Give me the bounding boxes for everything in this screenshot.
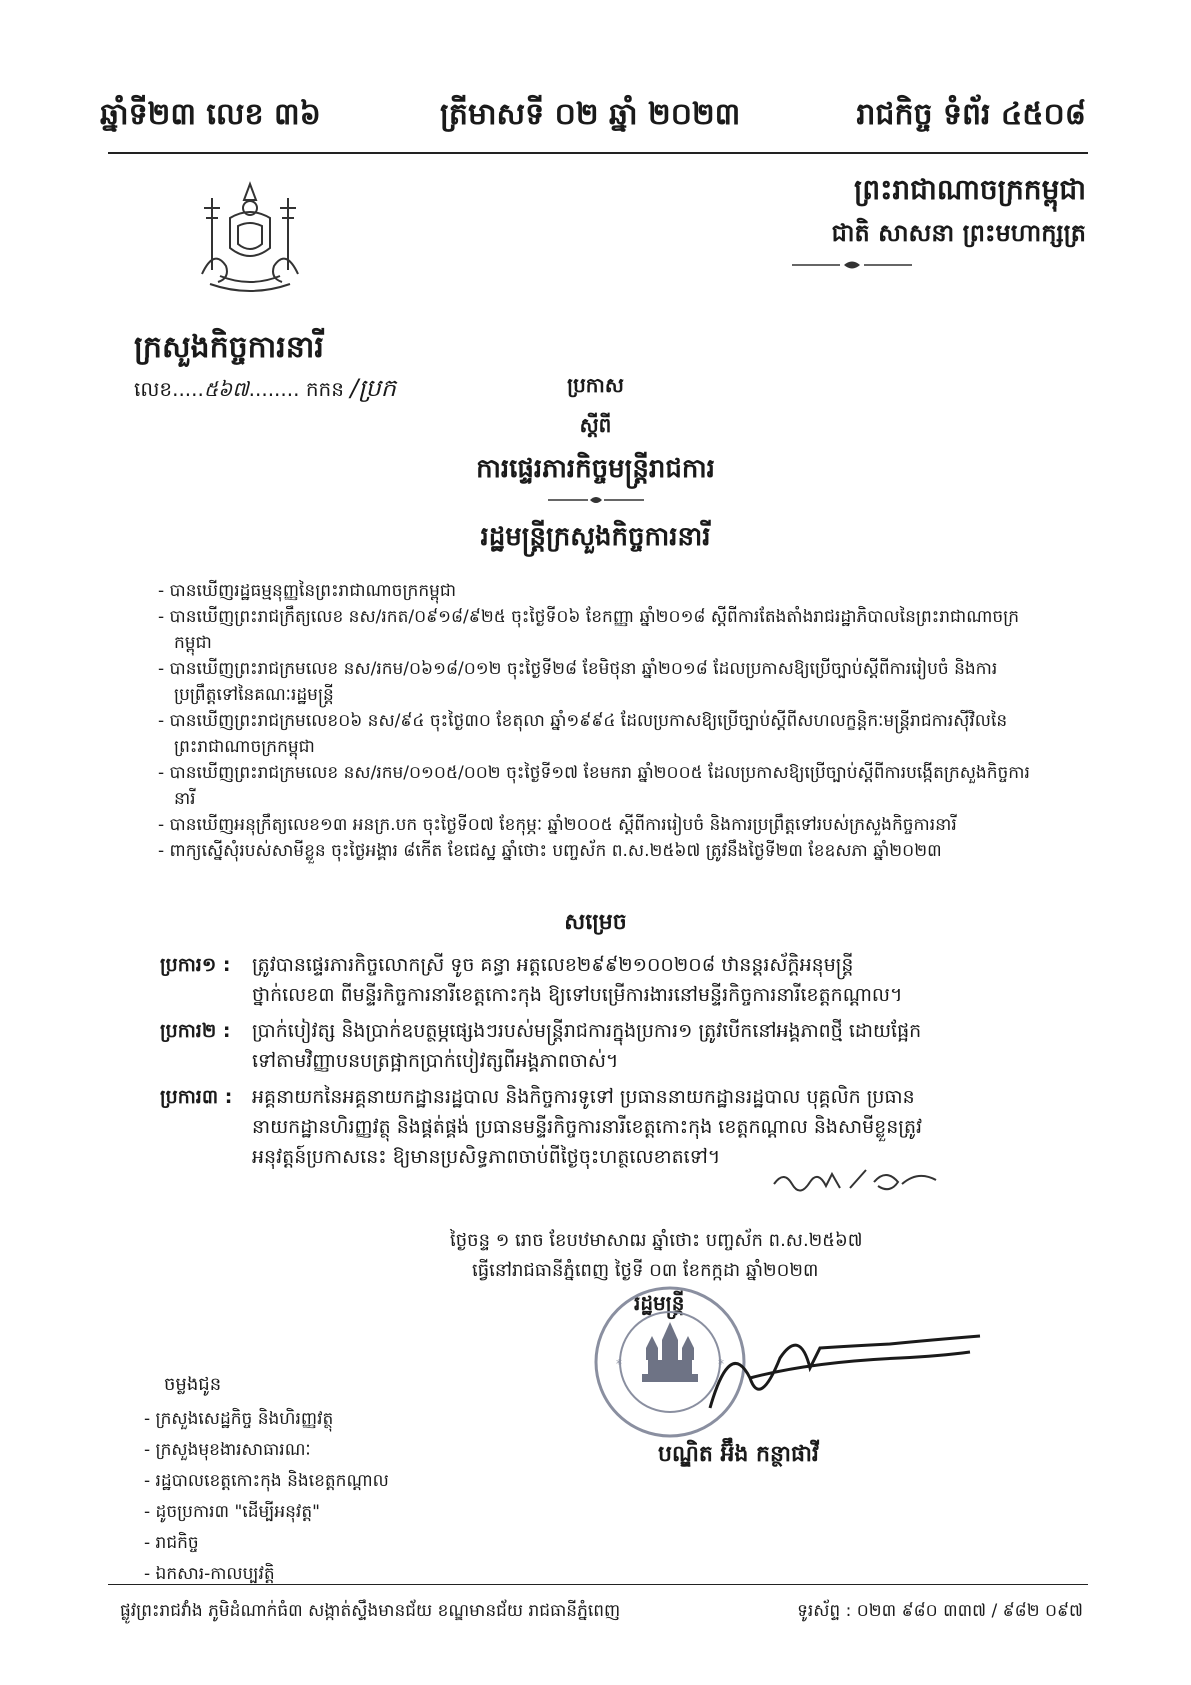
gazette-page: រាជកិច្ច ទំព័រ ៤៥០៨ [856,97,1086,132]
copy-recipient: - រដ្ឋបាលខេត្តកោះកុង និងខេត្តកណ្តាល [144,1471,389,1491]
gazette-year-issue: ឆ្នាំទី២៣ លេខ ៣៦ [100,97,321,132]
decision-heading: សម្រេច [564,910,627,935]
recital-item: - ពាក្យស្នើសុំរបស់សាមីខ្លួន ចុះថ្ងៃអង្គារ ៨កើត ខែជេស្ឋ ឆ្នាំថោះ បញ្ចស័ក ព.ស.២៥៦៧ ត្រូវនឹងថ្ងៃទី២៣ ខែឧសភា ឆ្នាំ២០២៣ [158,841,942,861]
article-1 [160,950,1040,1010]
motto-ornament-icon [792,258,912,272]
document-subject: ការផ្ទេរភារកិច្ចមន្ត្រីរាជការ [476,454,715,484]
solar-date: ធ្វើនៅរាជធានីភ្នំពេញ ថ្ងៃទី ០៣ ខែកក្កដា ឆ្នាំ២០២៣ [472,1260,819,1281]
article-text: នាយកដ្ឋានហិរញ្ញវត្ថុ និងផ្គត់ផ្គង់ ប្រធានមន្ទីរកិច្ចការនារីខេត្តកោះកុង ខេត្តកណ្តាល និងសាមីខ្លួនត្រូវ [252,1116,923,1138]
recital-item: - បានឃើញព្រះរាជក្រមលេខ នស/រកម/០១០៥/០០២ ចុះថ្ងៃទី១៧ ខែមករា ឆ្នាំ២០០៥ ដែលប្រកាសឱ្យប្រើច្បាប់ស្តីពីការបង្កើតក្រសួងកិច្ចការនារី [158,763,1030,809]
recital-item: - បានឃើញអនុក្រឹត្យលេខ១៣ អនក្រ.បក ចុះថ្ងៃទី០៧ ខែកុម្ភៈ ឆ្នាំ២០០៥ ស្តីពីការរៀបចំ និងការប្រព្រឹត្តទៅរបស់ក្រសួងកិច្ចការនារី [158,815,957,835]
signature-scribble-icon [690,1318,990,1428]
reference-value: ៥៦៧ [203,377,249,401]
footer-rule [108,1584,1088,1585]
copies-list [144,1404,389,1590]
article-2 [160,1016,1040,1076]
copies-title: ចម្លងជូន [164,1374,222,1395]
kingdom-name: ព្រះរាជាណាចក្រកម្ពុជា [853,173,1086,206]
issuer-title: រដ្ឋមន្ត្រីក្រសួងកិច្ចការនារី [480,522,711,552]
reference-label: លេខ [134,377,173,401]
document-type: ប្រកាស [567,373,624,397]
footer-address: ផ្លូវព្រះរាជវាំង ភូមិដំណាក់ធំ៣ សង្កាត់ស្ទឹងមានជ័យ ខណ្ឌមានជ័យ រាជធានីភ្នំពេញ [120,1601,621,1621]
recital-item: - បានឃើញព្រះរាជក្រឹត្យលេខ នស/រកត/០៩១៨/៩២៥ ចុះថ្ងៃទី០៦ ខែកញ្ញា ឆ្នាំ២០១៨ ស្តីពីការតែងតាំងរាជរដ្ឋាភិបាលនៃព្រះរាជាណាចក្រកម្ពុជា [158,607,1019,653]
signatory-title: រដ្ឋមន្ត្រី [634,1291,685,1315]
recital-item: - បានឃើញរដ្ឋធម្មនុញ្ញនៃព្រះរាជាណាចក្រកម្ពុជា [158,581,457,601]
reference-code: /ប្រក [350,374,396,402]
article-label: ប្រការ១ : [160,954,231,976]
article-text: អនុវត្តន៍ប្រកាសនេះ ឱ្យមានប្រសិទ្ធភាពចាប់ពីថ្ងៃចុះហត្ថលេខាតទៅ។ [252,1146,721,1168]
copy-recipient: - ក្រសួងសេដ្ឋកិច្ច និងហិរញ្ញវត្ថុ [144,1409,334,1429]
signatory-name: បណ្ឌិត អ៊ឹង កន្ថាផាវី [658,1442,819,1467]
copy-recipient: - ឯកសារ-កាលប្បវត្តិ [144,1564,275,1584]
footer-phone: ទូរស័ព្ទ : ០២៣ ៩៨០ ៣៣៧ / ៩៨២ ០៩៧ [797,1601,1083,1621]
reference-number: លេខ.....៥៦៧........ កកន /ប្រក [134,374,396,402]
copy-recipient: - រាជកិច្ច [144,1533,199,1553]
national-motto: ជាតិ សាសនា ព្រះមហាក្សត្រ [831,219,1086,247]
recitals-list [158,578,1038,864]
header-rule [108,152,1088,154]
svg-text:*: * [616,1357,622,1371]
article-label: ប្រការ២ : [160,1020,231,1042]
royal-coat-of-arms-icon [190,178,310,293]
article-text: ទៅតាមវិញ្ញាបនបត្រផ្អាកប្រាក់បៀវត្សពីអង្គភាពចាស់។ [252,1050,619,1072]
svg-text:*: * [718,1357,724,1371]
ministry-name: ក្រសួងកិច្ចការនារី [134,330,324,365]
article-text: ត្រូវបានផ្ទេរភារកិច្ចលោកស្រី ទូច គន្ធា អត្តលេខ២៩៩២១០០២០៨ ឋានន្តរស័ក្តិអនុមន្ត្រី [252,954,854,976]
title-ornament-icon [548,494,644,506]
article-3 [160,1082,1040,1172]
recital-item: - បានឃើញព្រះរាជក្រមលេខ០៦ នស/៩៤ ចុះថ្ងៃ៣០ ខែតុលា ឆ្នាំ១៩៩៤ ដែលប្រកាសឱ្យប្រើច្បាប់ស្តីពីសហលក្ខន្តិកៈមន្ត្រីរាជការស៊ីវិលនៃព្រះរាជាណាចក្រកម្ពុជា [158,711,1008,757]
document-about: ស្តីពី [579,413,612,437]
copy-recipient: - ដូចប្រការ៣ "ដើម្បីអនុវត្ត" [144,1502,320,1522]
handwritten-initials-icon [770,1162,940,1198]
copy-recipient: - ក្រសួងមុខងារសាធារណៈ [144,1440,311,1460]
article-label: ប្រការ៣ : [160,1086,233,1108]
article-text: ថ្នាក់លេខ៣ ពីមន្ទីរកិច្ចការនារីខេត្តកោះកុង ឱ្យទៅបម្រើការងារនៅមន្ទីរកិច្ចការនារីខេត្តកណ្តាល។ [252,984,903,1006]
article-text: អគ្គនាយកនៃអគ្គនាយកដ្ឋានរដ្ឋបាល និងកិច្ចការទូទៅ ប្រធាននាយកដ្ឋានរដ្ឋបាល បុគ្គលិក ប្រធាន [252,1086,915,1108]
gazette-quarter: ត្រីមាសទី ០២ ឆ្នាំ ២០២៣ [440,97,741,132]
article-text: ប្រាក់បៀវត្ស និងប្រាក់ឧបត្ថម្ភផ្សេងៗរបស់មន្ត្រីរាជការក្នុងប្រការ១ ត្រូវបើកនៅអង្គភាពថ្មី ដោយផ្អែក [252,1020,922,1042]
lunar-date: ថ្ងៃចន្ទ ១ រោច ខែបឋមាសាឍ ឆ្នាំថោះ បញ្ចស័ក ព.ស.២៥៦៧ [450,1230,863,1251]
recital-item: - បានឃើញព្រះរាជក្រមលេខ នស/រកម/០៦១៨/០១២ ចុះថ្ងៃទី២៨ ខែមិថុនា ឆ្នាំ២០១៨ ដែលប្រកាសឱ្យប្រើច្បាប់ស្តីពីការរៀបចំ និងការប្រព្រឹត្តទៅនៃគណៈរដ្ឋមន្ត្រី [158,659,998,705]
reference-suffix: កកន [305,377,344,401]
